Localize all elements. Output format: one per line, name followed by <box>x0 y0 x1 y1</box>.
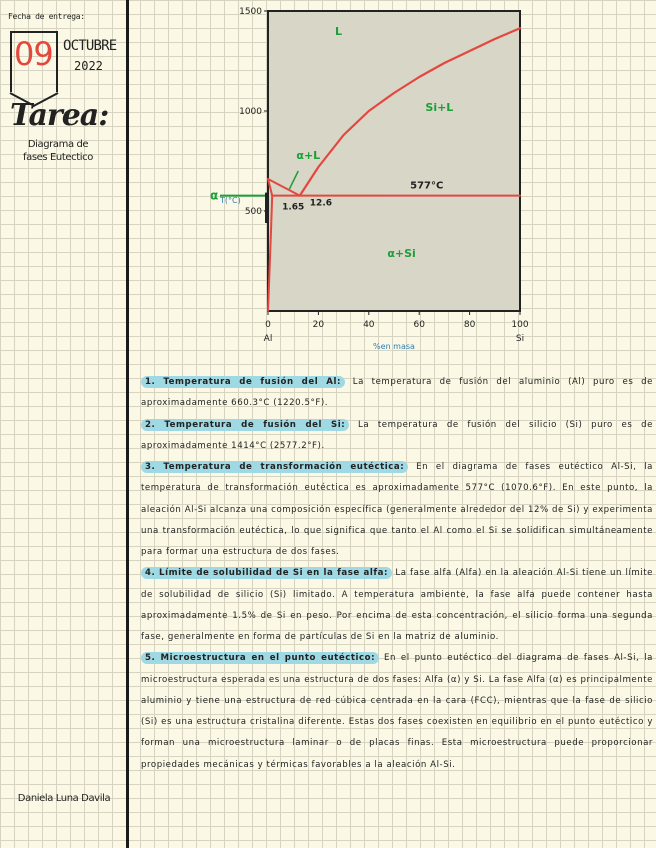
author-name: Daniela Luna Davila <box>17 793 111 804</box>
x-tick-label: 80 <box>463 320 476 330</box>
x-tick-label: 20 <box>312 320 325 330</box>
x-tick-label: 40 <box>363 320 375 330</box>
page-title: Tarea: <box>10 98 109 133</box>
answer-paragraph-5 <box>141 648 653 776</box>
answer-body-1: La temperatura de fusión del aluminio (Al) puro es de aproximadamente 660.3°C (1220.5°F). <box>141 377 654 409</box>
x-axis-label: %en masa <box>373 342 415 351</box>
subject-line-2: fases Eutectico <box>23 152 93 163</box>
solvus-point-label: 1.65 <box>282 202 305 213</box>
y-axis-label: T(°C) <box>220 196 241 205</box>
answer-heading-1: 1. Temperatura de fusión del Al: <box>141 376 345 388</box>
eutectic-composition-label: 12.6 <box>309 198 333 209</box>
region-label-2: Si+L <box>425 101 454 114</box>
due-month: OCTUBRE <box>63 38 117 54</box>
y-tick-label: 1000 <box>239 107 262 117</box>
sidebar <box>0 0 127 848</box>
x-end-label-al: Al <box>263 334 273 344</box>
answer-body-5: En el punto eutéctico del diagrama de fases Al-Si, la microestructura esperada es una estructura de dos fases: Alfa (α) y Si. La fase Alfa (α) es principalmente aluminio y tiene una estructura de red cúbica centrada en la cara (FCC), mientras que la fase de silicio (Si) es una estructura cristalina diferente. Estas dos fases coexisten en equilibrio en el punto eutéctico y forman una microestructura laminar o de placas finas. Esta microestructura puede proporcionar propiedades mecánicas y térmicas favorables a la aleación Al-Si. <box>141 653 653 770</box>
region-label-3: α+L <box>296 149 321 162</box>
x-tick-label: 0 <box>265 320 271 330</box>
eutectic-temperature-label: 577°C <box>410 180 444 192</box>
region-label-4: α+Si <box>387 247 416 260</box>
answer-heading-5: 5. Microestructura en el punto eutéctico: <box>141 652 379 664</box>
answer-paragraph-4 <box>141 563 653 648</box>
subject-line-1: Diagrama de <box>27 139 89 150</box>
answer-heading-4: 4. Límite de solubilidad de Si en la fase alfa: <box>141 567 392 579</box>
due-year: 2022 <box>74 59 103 73</box>
answer-heading-3: 3. Temperatura de transformación eutéctica: <box>141 461 408 473</box>
phase-diagram <box>200 0 540 360</box>
x-tick-label: 60 <box>413 320 425 330</box>
subject <box>18 138 98 164</box>
answer-body-2: La temperatura de fusión del silicio (Si) puro es de aproximadamente 1414°C (2577.2°F). <box>141 419 653 451</box>
answers <box>141 372 653 776</box>
answer-body-4: La fase alfa (Alfa) en la aleación Al-Si tiene un límite de solubilidad de silicio (Si) limitado. A temperatura ambiente, la fase alfa puede contener hasta aproximadamente 1.5% de Si en peso. Por encima de esta concentración, el silicio forma una segunda fase, generalmente en forma de partículas de Si en la matriz de aluminio. <box>141 568 653 642</box>
region-label-1: L <box>335 25 343 38</box>
phase-diagram-svg <box>200 0 540 360</box>
answer-paragraph-1 <box>141 372 653 415</box>
answer-paragraph-3 <box>141 457 653 563</box>
due-day: 09 <box>14 35 53 73</box>
due-date-label: Fecha de entrega: <box>8 12 85 21</box>
margin-divider <box>126 0 129 848</box>
alpha-label: α <box>210 188 219 203</box>
answer-paragraph-2 <box>141 415 653 458</box>
answer-body-3: En el diagrama de fases eutéctico Al-Si, la temperatura de transformación eutéctica es aproximadamente 577°C (1070.6°F). En este punto, la aleación Al-Si alcanza una composición específica (generalmente alrededor del 12% de Si) y experimenta una transformación eutéctica, lo que significa que tanto el Al como el Si se solidifican simultáneamente para formar una estructura de dos fases. <box>141 462 653 557</box>
answer-heading-2: 2. Temperatura de fusión del Si: <box>141 419 349 431</box>
y-tick-label: 500 <box>244 207 262 217</box>
x-end-label-si: Si <box>515 334 525 344</box>
x-tick-label: 100 <box>511 320 529 330</box>
y-tick-label: 1500 <box>239 7 262 17</box>
